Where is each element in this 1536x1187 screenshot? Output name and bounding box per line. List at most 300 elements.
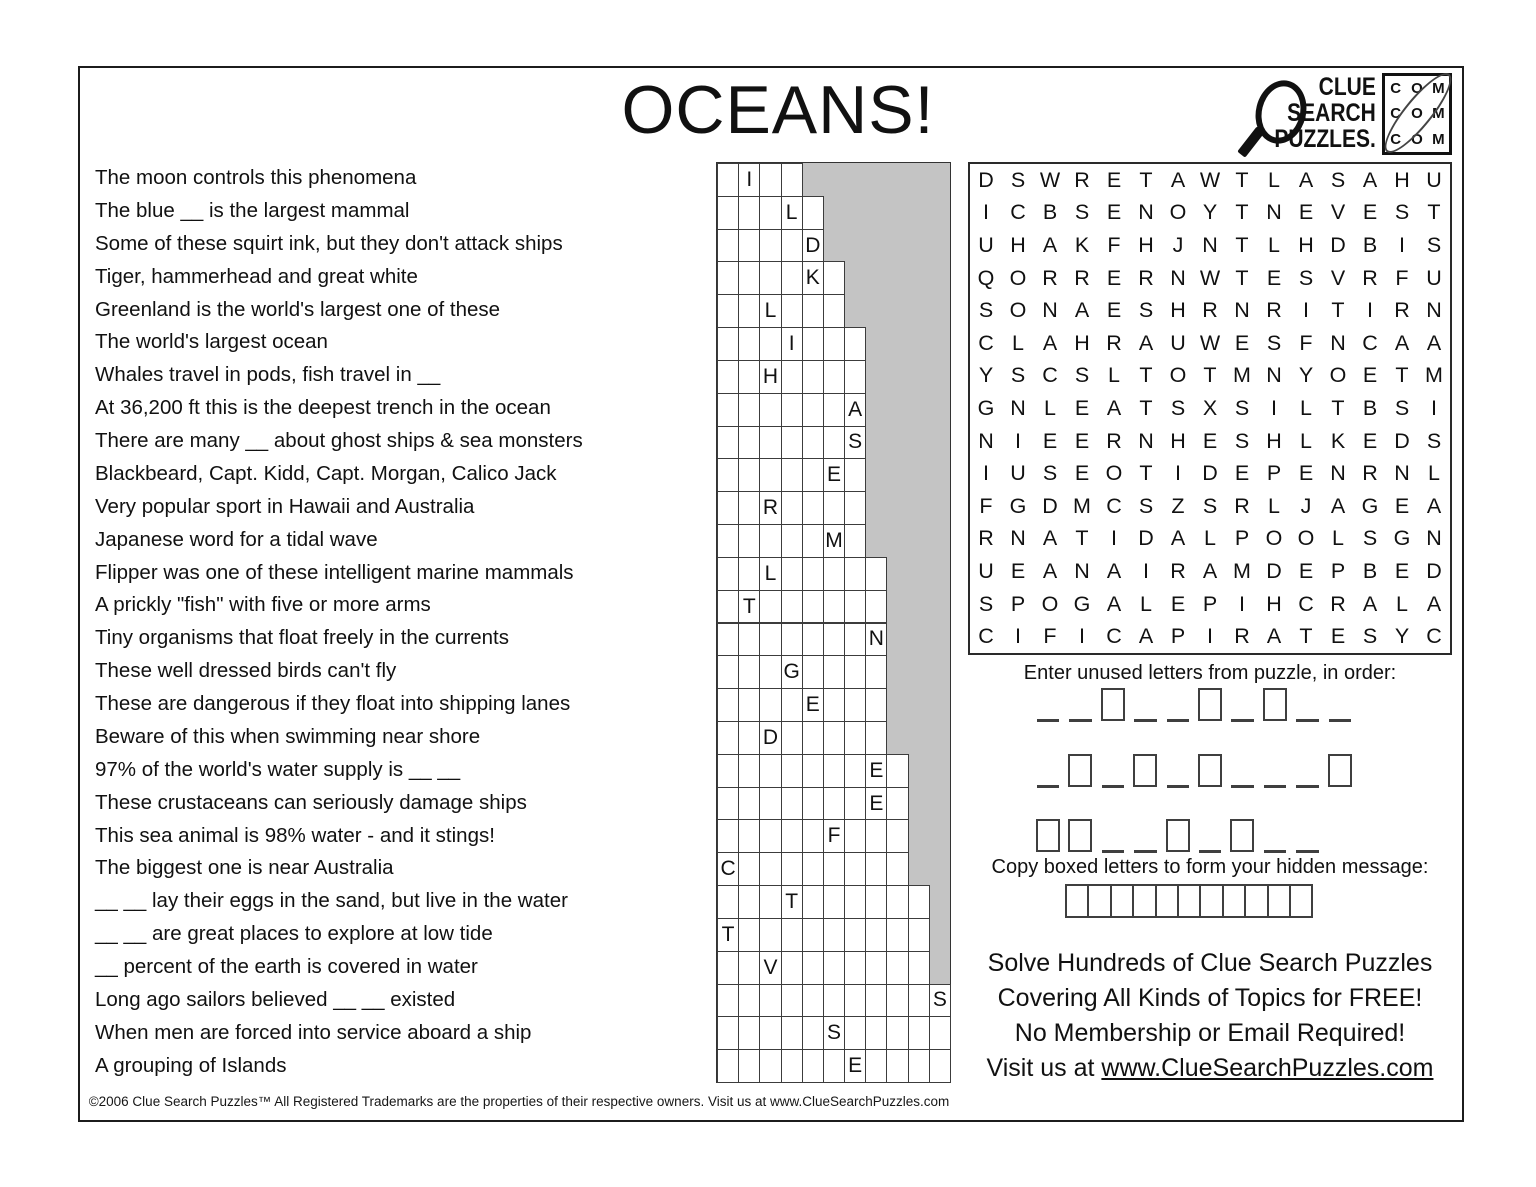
- wordsearch-cell[interactable]: L: [1428, 461, 1440, 486]
- wordsearch-cell[interactable]: R: [1138, 265, 1154, 290]
- hidden-message-box[interactable]: [1267, 884, 1291, 918]
- wordsearch-cell[interactable]: H: [1394, 167, 1410, 192]
- crossword-cell[interactable]: [802, 852, 824, 886]
- wordsearch-cell[interactable]: S: [1298, 265, 1314, 290]
- wordsearch-cell[interactable]: E: [1362, 363, 1378, 388]
- hidden-message-box[interactable]: [1244, 884, 1268, 918]
- wordsearch-cell[interactable]: L: [1268, 493, 1280, 518]
- crossword-cell[interactable]: [823, 524, 845, 558]
- unused-letter-blank[interactable]: [1259, 819, 1291, 853]
- crossword-cell[interactable]: [759, 918, 781, 952]
- crossword-cell[interactable]: [717, 491, 739, 525]
- crossword-cell[interactable]: [865, 1016, 887, 1050]
- crossword-cell[interactable]: [781, 524, 803, 558]
- wordsearch-cell[interactable]: N: [1138, 200, 1154, 225]
- wordsearch-cell[interactable]: P: [1266, 461, 1282, 486]
- wordsearch-cell[interactable]: I: [1079, 624, 1085, 649]
- unused-letter-blank[interactable]: [1032, 754, 1064, 788]
- crossword-cell[interactable]: [865, 721, 887, 755]
- crossword-cell[interactable]: [759, 294, 781, 328]
- wordsearch-cell[interactable]: N: [1202, 232, 1218, 257]
- crossword-cell[interactable]: [717, 196, 739, 230]
- crossword-cell[interactable]: [738, 984, 760, 1018]
- crossword-cell[interactable]: [908, 984, 930, 1018]
- crossword-cell[interactable]: [802, 196, 824, 230]
- wordsearch-cell[interactable]: A: [1394, 330, 1410, 355]
- crossword-cell[interactable]: [781, 885, 803, 919]
- wordsearch-cell[interactable]: R: [1330, 591, 1346, 616]
- wordsearch-cell[interactable]: R: [1106, 428, 1122, 453]
- wordsearch-cell[interactable]: L: [1044, 395, 1056, 420]
- crossword-cell[interactable]: [759, 491, 781, 525]
- wordsearch-cell[interactable]: A: [1362, 591, 1378, 616]
- crossword-cell[interactable]: [886, 852, 908, 886]
- wordsearch-cell[interactable]: L: [1300, 428, 1312, 453]
- wordsearch-cell[interactable]: E: [1298, 200, 1314, 225]
- wordsearch-cell[interactable]: A: [1042, 558, 1058, 583]
- wordsearch-cell[interactable]: U: [978, 558, 994, 583]
- crossword-cell[interactable]: [717, 327, 739, 361]
- crossword-cell[interactable]: [738, 229, 760, 263]
- crossword-cell[interactable]: [717, 229, 739, 263]
- wordsearch-cell[interactable]: R: [1202, 298, 1218, 323]
- crossword-cell[interactable]: [865, 754, 887, 788]
- crossword-cell[interactable]: [844, 951, 866, 985]
- wordsearch-cell[interactable]: O: [1105, 461, 1123, 486]
- crossword-cell[interactable]: [759, 885, 781, 919]
- wordsearch-cell[interactable]: W: [1199, 330, 1221, 355]
- crossword-cell[interactable]: [823, 1016, 845, 1050]
- crossword-cell[interactable]: [759, 261, 781, 295]
- wordsearch-cell[interactable]: A: [1202, 558, 1218, 583]
- unused-letter-blank[interactable]: [1226, 688, 1258, 722]
- crossword-cell[interactable]: [781, 918, 803, 952]
- crossword-cell[interactable]: [802, 819, 824, 853]
- wordsearch-cell[interactable]: C: [1010, 200, 1026, 225]
- crossword-cell[interactable]: [844, 393, 866, 427]
- unused-letter-box[interactable]: [1194, 754, 1226, 788]
- wordsearch-cell[interactable]: T: [1395, 363, 1409, 388]
- crossword-cell[interactable]: [759, 1016, 781, 1050]
- crossword-cell[interactable]: [738, 623, 760, 657]
- wordsearch-cell[interactable]: C: [1106, 493, 1122, 518]
- wordsearch-cell[interactable]: N: [1394, 461, 1410, 486]
- wordsearch-cell[interactable]: S: [1042, 461, 1058, 486]
- hidden-message-box[interactable]: [1087, 884, 1111, 918]
- wordsearch-cell[interactable]: C: [1042, 363, 1058, 388]
- crossword-cell[interactable]: [844, 327, 866, 361]
- wordsearch-cell[interactable]: N: [978, 428, 994, 453]
- crossword-cell[interactable]: [802, 524, 824, 558]
- wordsearch-cell[interactable]: R: [1362, 265, 1378, 290]
- wordsearch-cell[interactable]: L: [1140, 591, 1152, 616]
- crossword-cell[interactable]: [717, 918, 739, 952]
- crossword-cell[interactable]: [823, 590, 845, 624]
- crossword-cell[interactable]: [844, 688, 866, 722]
- wordsearch-cell[interactable]: T: [1139, 461, 1153, 486]
- wordsearch-cell[interactable]: O: [1169, 363, 1187, 388]
- wordsearch-cell[interactable]: C: [1426, 624, 1442, 649]
- crossword-cell[interactable]: [781, 491, 803, 525]
- crossword-cell[interactable]: [717, 393, 739, 427]
- crossword-cell[interactable]: [844, 623, 866, 657]
- wordsearch-cell[interactable]: C: [1106, 624, 1122, 649]
- crossword-cell[interactable]: [844, 655, 866, 689]
- unused-letter-blank[interactable]: [1162, 754, 1194, 788]
- crossword-cell[interactable]: [738, 787, 760, 821]
- crossword-cell[interactable]: [738, 688, 760, 722]
- hidden-message-box[interactable]: [1132, 884, 1156, 918]
- wordsearch-cell[interactable]: S: [978, 591, 994, 616]
- crossword-cell[interactable]: [738, 491, 760, 525]
- crossword-cell[interactable]: [781, 360, 803, 394]
- wordsearch-cell[interactable]: I: [983, 200, 989, 225]
- unused-letter-blank[interactable]: [1162, 688, 1194, 722]
- crossword-cell[interactable]: [781, 426, 803, 460]
- wordsearch-cell[interactable]: C: [1362, 330, 1378, 355]
- wordsearch-cell[interactable]: S: [978, 298, 994, 323]
- crossword-cell[interactable]: [759, 721, 781, 755]
- wordsearch-cell[interactable]: F: [1395, 265, 1409, 290]
- wordsearch-cell[interactable]: W: [1039, 167, 1061, 192]
- wordsearch-cell[interactable]: L: [1268, 232, 1280, 257]
- crossword-cell[interactable]: [781, 655, 803, 689]
- wordsearch-cell[interactable]: R: [1074, 167, 1090, 192]
- crossword-cell[interactable]: [759, 196, 781, 230]
- crossword-cell[interactable]: [823, 623, 845, 657]
- wordsearch-cell[interactable]: Y: [1394, 624, 1410, 649]
- wordsearch-cell[interactable]: B: [1042, 200, 1058, 225]
- wordsearch-cell[interactable]: S: [1202, 493, 1218, 518]
- crossword-cell[interactable]: [865, 885, 887, 919]
- crossword-cell[interactable]: [717, 852, 739, 886]
- wordsearch-cell[interactable]: W: [1199, 167, 1221, 192]
- wordsearch-cell[interactable]: B: [1362, 558, 1378, 583]
- crossword-cell[interactable]: [781, 557, 803, 591]
- crossword-cell[interactable]: [823, 360, 845, 394]
- crossword-cell[interactable]: [717, 721, 739, 755]
- crossword-cell[interactable]: [865, 984, 887, 1018]
- crossword-cell[interactable]: [886, 1016, 908, 1050]
- wordsearch-cell[interactable]: O: [1265, 526, 1283, 551]
- crossword-cell[interactable]: [802, 951, 824, 985]
- crossword-cell[interactable]: [823, 852, 845, 886]
- crossword-cell[interactable]: [717, 688, 739, 722]
- wordsearch-cell[interactable]: E: [1106, 167, 1122, 192]
- unused-letter-blank[interactable]: [1291, 754, 1323, 788]
- wordsearch-cell[interactable]: F: [1107, 232, 1121, 257]
- crossword-cell[interactable]: [738, 393, 760, 427]
- crossword-cell[interactable]: [781, 1049, 803, 1083]
- crossword-cell[interactable]: [738, 819, 760, 853]
- wordsearch-cell[interactable]: P: [1330, 558, 1346, 583]
- crossword-cell[interactable]: [844, 819, 866, 853]
- wordsearch-cell[interactable]: R: [1394, 298, 1410, 323]
- crossword-cell[interactable]: [802, 787, 824, 821]
- crossword-cell[interactable]: [802, 294, 824, 328]
- crossword-cell[interactable]: [717, 754, 739, 788]
- crossword-cell[interactable]: [823, 918, 845, 952]
- crossword-cell[interactable]: [823, 458, 845, 492]
- crossword-cell[interactable]: [865, 819, 887, 853]
- crossword-cell[interactable]: [738, 918, 760, 952]
- crossword-cell[interactable]: [738, 196, 760, 230]
- wordsearch-cell[interactable]: N: [1010, 395, 1026, 420]
- wordsearch-cell[interactable]: H: [1170, 428, 1186, 453]
- wordsearch-cell[interactable]: A: [1106, 591, 1122, 616]
- crossword-cell[interactable]: [738, 557, 760, 591]
- wordsearch-cell[interactable]: C: [978, 330, 994, 355]
- wordsearch-cell[interactable]: O: [1329, 363, 1347, 388]
- crossword-cell[interactable]: [759, 623, 781, 657]
- wordsearch-cell[interactable]: I: [1143, 558, 1149, 583]
- wordsearch-cell[interactable]: S: [1234, 395, 1250, 420]
- crossword-cell[interactable]: [781, 229, 803, 263]
- unused-letter-box[interactable]: [1162, 819, 1194, 853]
- crossword-cell[interactable]: [717, 360, 739, 394]
- wordsearch-cell[interactable]: A: [1170, 526, 1186, 551]
- hidden-message-box[interactable]: [1155, 884, 1179, 918]
- unused-letter-blank[interactable]: [1226, 754, 1258, 788]
- crossword-cell[interactable]: [738, 261, 760, 295]
- wordsearch-cell[interactable]: S: [1074, 200, 1090, 225]
- wordsearch-cell[interactable]: L: [1012, 330, 1024, 355]
- wordsearch-cell[interactable]: N: [1042, 298, 1058, 323]
- crossword-cell[interactable]: [823, 294, 845, 328]
- crossword-cell[interactable]: [781, 393, 803, 427]
- wordsearch-cell[interactable]: H: [1266, 428, 1282, 453]
- crossword-cell[interactable]: [717, 623, 739, 657]
- crossword-cell[interactable]: [759, 426, 781, 460]
- wordsearch-cell[interactable]: C: [1298, 591, 1314, 616]
- wordsearch-cell[interactable]: S: [1330, 167, 1346, 192]
- crossword-cell[interactable]: [759, 655, 781, 689]
- unused-letter-blank[interactable]: [1324, 688, 1356, 722]
- wordsearch-cell[interactable]: U: [1426, 167, 1442, 192]
- wordsearch-cell[interactable]: N: [1170, 265, 1186, 290]
- crossword-cell[interactable]: [802, 623, 824, 657]
- wordsearch-cell[interactable]: I: [1367, 298, 1373, 323]
- wordsearch-cell[interactable]: A: [1170, 167, 1186, 192]
- crossword-cell[interactable]: [886, 984, 908, 1018]
- wordsearch-cell[interactable]: S: [1426, 232, 1442, 257]
- wordsearch-cell[interactable]: N: [1426, 298, 1442, 323]
- crossword-cell[interactable]: [844, 852, 866, 886]
- crossword-cell[interactable]: [759, 458, 781, 492]
- crossword-cell[interactable]: [823, 885, 845, 919]
- crossword-cell[interactable]: [823, 721, 845, 755]
- wordsearch-cell[interactable]: L: [1300, 395, 1312, 420]
- wordsearch-cell[interactable]: E: [1074, 395, 1090, 420]
- wordsearch-cell[interactable]: T: [1139, 363, 1153, 388]
- wordsearch-cell[interactable]: G: [1073, 591, 1091, 616]
- crossword-cell[interactable]: [865, 951, 887, 985]
- wordsearch-cell[interactable]: Y: [1202, 200, 1218, 225]
- wordsearch-cell[interactable]: E: [1074, 461, 1090, 486]
- crossword-cell[interactable]: [844, 524, 866, 558]
- wordsearch-cell[interactable]: M: [1233, 363, 1251, 388]
- crossword-cell[interactable]: [781, 852, 803, 886]
- wordsearch-cell[interactable]: E: [1234, 330, 1250, 355]
- unused-letter-box[interactable]: [1129, 754, 1161, 788]
- wordsearch-cell[interactable]: H: [1170, 298, 1186, 323]
- crossword-cell[interactable]: [759, 819, 781, 853]
- wordsearch-cell[interactable]: L: [1204, 526, 1216, 551]
- wordsearch-cell[interactable]: R: [1234, 624, 1250, 649]
- wordsearch-cell[interactable]: E: [1234, 461, 1250, 486]
- crossword-cell[interactable]: [886, 787, 908, 821]
- wordsearch-cell[interactable]: D: [1042, 493, 1058, 518]
- wordsearch-cell[interactable]: A: [1426, 493, 1442, 518]
- wordsearch-cell[interactable]: G: [1393, 526, 1411, 551]
- wordsearch-cell[interactable]: T: [1139, 395, 1153, 420]
- crossword-cell[interactable]: [802, 393, 824, 427]
- wordsearch-cell[interactable]: E: [1266, 265, 1282, 290]
- crossword-cell[interactable]: [844, 754, 866, 788]
- crossword-cell[interactable]: [759, 688, 781, 722]
- crossword-cell[interactable]: [802, 590, 824, 624]
- crossword-cell[interactable]: [738, 360, 760, 394]
- crossword-cell[interactable]: [823, 327, 845, 361]
- unused-letter-blank[interactable]: [1064, 688, 1096, 722]
- crossword-cell[interactable]: [865, 787, 887, 821]
- crossword-cell[interactable]: [844, 721, 866, 755]
- crossword-cell[interactable]: [865, 918, 887, 952]
- wordsearch-cell[interactable]: Y: [1298, 363, 1314, 388]
- wordsearch-cell[interactable]: V: [1330, 200, 1346, 225]
- wordsearch-cell[interactable]: L: [1268, 167, 1280, 192]
- wordsearch-cell[interactable]: S: [1234, 428, 1250, 453]
- wordsearch-cell[interactable]: M: [1425, 363, 1443, 388]
- wordsearch-cell[interactable]: E: [1362, 200, 1378, 225]
- wordsearch-cell[interactable]: S: [1138, 493, 1154, 518]
- crossword-cell[interactable]: [802, 754, 824, 788]
- unused-letter-blank[interactable]: [1129, 688, 1161, 722]
- wordsearch-cell[interactable]: E: [1298, 461, 1314, 486]
- wordsearch-cell[interactable]: P: [1234, 526, 1250, 551]
- wordsearch-cell[interactable]: I: [1399, 232, 1405, 257]
- wordsearch-cell[interactable]: A: [1106, 558, 1122, 583]
- wordsearch-cell[interactable]: T: [1235, 200, 1249, 225]
- wordsearch-cell[interactable]: U: [978, 232, 994, 257]
- wordsearch-cell[interactable]: A: [1042, 330, 1058, 355]
- wordsearch-cell[interactable]: I: [1207, 624, 1213, 649]
- wordsearch-cell[interactable]: S: [1074, 363, 1090, 388]
- unused-letter-blank[interactable]: [1097, 754, 1129, 788]
- hidden-message-box[interactable]: [1222, 884, 1246, 918]
- crossword-cell[interactable]: [738, 655, 760, 689]
- crossword-cell[interactable]: [738, 163, 760, 197]
- crossword-cell[interactable]: [802, 984, 824, 1018]
- wordsearch-cell[interactable]: B: [1362, 395, 1378, 420]
- wordsearch-cell[interactable]: G: [977, 395, 995, 420]
- wordsearch-cell[interactable]: D: [1426, 558, 1442, 583]
- wordsearch-cell[interactable]: C: [978, 624, 994, 649]
- crossword-cell[interactable]: [802, 327, 824, 361]
- unused-letter-blank[interactable]: [1194, 819, 1226, 853]
- wordsearch-cell[interactable]: O: [1297, 526, 1315, 551]
- crossword-cell[interactable]: [844, 984, 866, 1018]
- crossword-cell[interactable]: [759, 754, 781, 788]
- crossword-cell[interactable]: [844, 557, 866, 591]
- wordsearch-cell[interactable]: S: [1426, 428, 1442, 453]
- crossword-cell[interactable]: [759, 524, 781, 558]
- wordsearch-cell[interactable]: Q: [977, 265, 995, 290]
- unused-letter-box[interactable]: [1259, 688, 1291, 722]
- crossword-cell[interactable]: [802, 721, 824, 755]
- wordsearch-cell[interactable]: H: [1074, 330, 1090, 355]
- wordsearch-cell[interactable]: S: [1266, 330, 1282, 355]
- wordsearch-cell[interactable]: X: [1202, 395, 1218, 420]
- wordsearch-cell[interactable]: H: [1266, 591, 1282, 616]
- wordsearch-cell[interactable]: S: [1362, 624, 1378, 649]
- crossword-cell[interactable]: [802, 557, 824, 591]
- crossword-cell[interactable]: [802, 885, 824, 919]
- crossword-cell[interactable]: [823, 426, 845, 460]
- wordsearch-cell[interactable]: E: [1106, 200, 1122, 225]
- wordsearch-cell[interactable]: B: [1362, 232, 1378, 257]
- wordsearch-cell[interactable]: N: [1426, 526, 1442, 551]
- crossword-cell[interactable]: [717, 984, 739, 1018]
- crossword-cell[interactable]: [886, 1049, 908, 1083]
- crossword-cell[interactable]: [738, 327, 760, 361]
- crossword-cell[interactable]: [781, 754, 803, 788]
- wordsearch-cell[interactable]: E: [1330, 624, 1346, 649]
- crossword-cell[interactable]: [759, 229, 781, 263]
- crossword-cell[interactable]: [823, 787, 845, 821]
- crossword-cell[interactable]: [717, 590, 739, 624]
- wordsearch-cell[interactable]: D: [1202, 461, 1218, 486]
- wordsearch-cell[interactable]: H: [1010, 232, 1026, 257]
- crossword-cell[interactable]: [759, 557, 781, 591]
- wordsearch-cell[interactable]: A: [1106, 395, 1122, 420]
- crossword-cell[interactable]: [781, 294, 803, 328]
- crossword-cell[interactable]: [717, 261, 739, 295]
- crossword-cell[interactable]: [886, 885, 908, 919]
- crossword-cell[interactable]: [781, 787, 803, 821]
- wordsearch-cell[interactable]: O: [1009, 265, 1027, 290]
- wordsearch-cell[interactable]: S: [1362, 526, 1378, 551]
- crossword-cell[interactable]: [781, 458, 803, 492]
- crossword-cell[interactable]: [865, 852, 887, 886]
- wordsearch-cell[interactable]: D: [1138, 526, 1154, 551]
- wordsearch-cell[interactable]: R: [1362, 461, 1378, 486]
- wordsearch-cell[interactable]: E: [1010, 558, 1026, 583]
- unused-letter-box[interactable]: [1226, 819, 1258, 853]
- unused-letter-blank[interactable]: [1291, 688, 1323, 722]
- wordsearch-cell[interactable]: A: [1042, 232, 1058, 257]
- wordsearch-cell[interactable]: E: [1106, 265, 1122, 290]
- crossword-cell[interactable]: [844, 426, 866, 460]
- wordsearch-cell[interactable]: S: [1394, 200, 1410, 225]
- wordsearch-cell[interactable]: D: [1330, 232, 1346, 257]
- wordsearch-cell[interactable]: R: [1234, 493, 1250, 518]
- crossword-cell[interactable]: [717, 655, 739, 689]
- hidden-message-box[interactable]: [1289, 884, 1313, 918]
- wordsearch-cell[interactable]: I: [1015, 624, 1021, 649]
- crossword-cell[interactable]: [738, 885, 760, 919]
- wordsearch-cell[interactable]: A: [1138, 624, 1154, 649]
- wordsearch-cell[interactable]: H: [1138, 232, 1154, 257]
- hidden-message-box[interactable]: [1110, 884, 1134, 918]
- wordsearch-cell[interactable]: L: [1108, 363, 1120, 388]
- crossword-cell[interactable]: [929, 984, 951, 1018]
- crossword-cell[interactable]: [802, 688, 824, 722]
- wordsearch-cell[interactable]: K: [1330, 428, 1346, 453]
- crossword-cell[interactable]: [781, 951, 803, 985]
- wordsearch-cell[interactable]: I: [1271, 395, 1277, 420]
- crossword-cell[interactable]: [802, 1049, 824, 1083]
